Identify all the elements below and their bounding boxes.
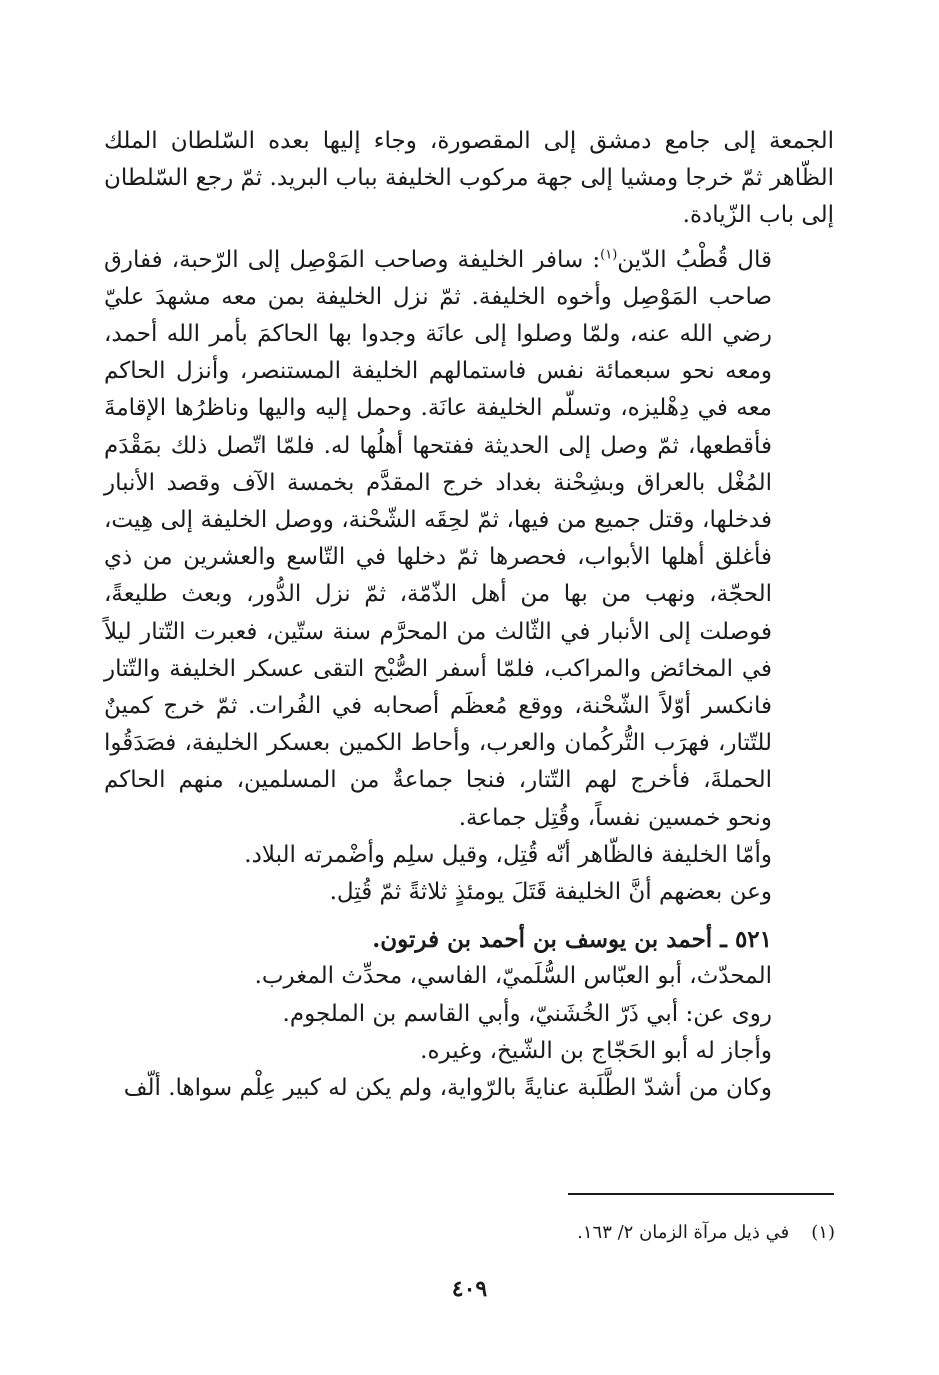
footnote xyxy=(300,1221,835,1245)
paragraph-2-lead: قال قُطْبُ الدّين xyxy=(617,246,772,273)
footnote-reference: (١) xyxy=(600,246,618,262)
page-number: ٤٠٩ xyxy=(451,1276,488,1302)
main-text xyxy=(104,123,834,1107)
paragraph-2-body: : سافر الخليفة وصاحب المَوْصِل إلى الرّحبة، ففارق صاحب المَوْصِل وأخوه الخليفة. ثمّ نزل الخليفة بمن معه مشهدَ عليّ رضي الله عنه، ولمّا وصلوا إلى عانَة وجدوا بها الحاكمَ بأمر الله أحمد، ومعه نحو سبعمائة نفس فاستمالهم الخليفة المستنصر، وأنزل الحاكم معه في دِهْليزه، وتسلّم الخليفة عانَة. وحمل إليه واليها وناظرُها الإقامةَ فأقطعها، ثمّ وصل إلى الحديثة ففتحها أهلُها له. فلمّا اتّصل ذلك بمَقْدَم المُغْل بالعراق وبشِحْنة بغداد خرج المقدَّم بخمسة الآف وقصد الأنبار فدخلها، وقتل جميع من فيها، ثمّ لحِقَه الشّحْنة، ووصل الخليفة إلى هِيت، فأغلق أهلها الأبواب، فحصرها ثمّ دخلها في التّاسع والعشرين من ذي الحجّة، ونهب من بها من أهل الذّمّة، ثمّ نزل الدُّور، وبعث طليعةً، فوصلت إلى الأنبار في الثّالث من المحرَّم سنة ستّين، فعبرت التّتار ليلاً في المخائض والمراكب، فلمّا أسفر الصُّبْح التقى عسكر الخليفة والتّتار فانكسر أوّلاً الشّحْنة، ووقع مُعظَم أصحابه في الفُرات. ثمّ خرج كمينٌ للتّتار، فهرَب التُّركُمان والعرب، وأحاط الكمين بعسكر الخليفة، فصَدَقُوا الحملةَ، فأخرج لهم التّتار، فنجا جماعةٌ من المسلمين، منهم الحاكم ونحو خمسين نفساً، وقُتِل جماعة. xyxy=(104,246,772,831)
entry-line-3: وأجاز له أبو الحَجّاج بن الشّيخ، وغيره. xyxy=(420,1037,772,1064)
paragraph-2 xyxy=(104,242,834,837)
entry-line-4: وكان من أشدّ الطَّلَبة عنايةً بالرّواية، ولم يكن له كبير عِلْم سواها. ألّف xyxy=(123,1075,772,1102)
footnote-divider xyxy=(568,1193,834,1195)
footnote-text: في ذيل مرآة الزمان ٢/ ١٦٣. xyxy=(577,1222,790,1243)
footnote-number: (١) xyxy=(811,1222,835,1243)
paragraph-3: وأمّا الخليفة فالظّاهر أنّه قُتِل، وقيل سلِم وأضْمرته البلاد. xyxy=(244,841,772,868)
entry-line-1: المحدّث، أبو العبّاس السُّلَميّ، الفاسي، محدِّث المغرب. xyxy=(254,963,772,990)
paragraph-1: الجمعة إلى جامع دمشق إلى المقصورة، وجاء إليها بعده السّلطان الملك الظّاهر ثمّ خرجا ومشيا إلى جهة مركوب الخليفة بباب البريد. ثمّ رجع السّلطان إلى باب الزّيادة. xyxy=(104,128,834,229)
paragraph-4: وعن بعضهم أنَّ الخليفة قَتَلَ يومئذٍ ثلاثةً ثمّ قُتِل. xyxy=(329,879,772,906)
entry-line-2: روى عن: أبي ذَرّ الخُشَنيّ، وأبي القاسم بن الملجوم. xyxy=(282,1000,772,1027)
entry-heading: ٥٢١ ـ أحمد بن يوسف بن أحمد بن فرتون. xyxy=(372,926,772,954)
